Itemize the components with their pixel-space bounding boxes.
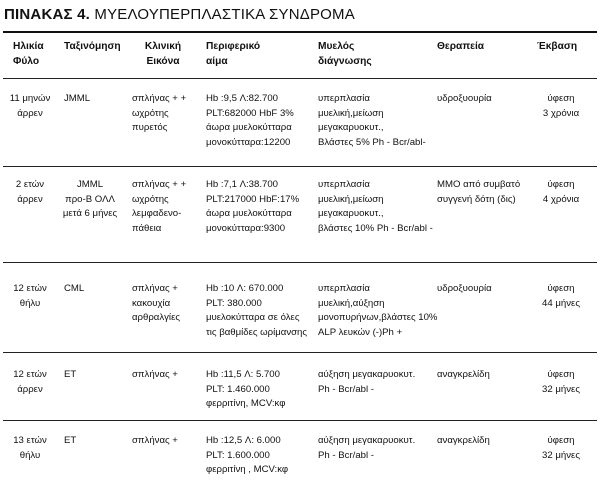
cell-therapy: υδροξυουρία [437,93,492,104]
header-age: Ηλικία Φύλο [13,41,44,67]
cell-blood: Hb :9,5 Λ:82.700 PLT:682000 HbF 3% άωρα μυελοκύτταρα μονοκύτταρα:12200 [206,93,294,148]
cell-marrow: υπερπλασία μυελική,μείωση μεγακαρυοκυτ., Βλάστες 5% Ph - Bcr/abl- [318,93,426,148]
cell-classification: JMML προ-Β ΟΛΛ μετά 6 μήνες [62,179,118,220]
table-caption: ΜΥΕΛΟΥΠΕΡΠΛΑΣΤΙΚΑ ΣΥΝΔΡΟΜΑ [94,6,355,23]
cell-outcome: ύφεση 3 χρόνια [542,93,580,119]
cell-age: 13 ετών θήλυ [13,435,47,461]
cell-classification: CML [64,283,85,294]
header-classification: Ταξινόμηση [64,41,121,52]
cell-therapy: αναγκρελίδη [437,369,490,380]
top-rule [3,31,597,33]
cell-age: 12 ετών θήλυ [13,283,47,309]
header-marrow: Μυελός διάγνωσης [318,41,372,67]
cell-therapy: υδροξυουρία [437,283,492,294]
cell-marrow: αύξηση μεγακαρυοκυτ. Ph - Bcr/abl - [318,435,416,461]
table-title [4,6,355,23]
cell-blood: Hb :11,5 Λ: 5.700 PLT: 1.460.000 φερριτίνη, MCV:κφ [206,369,286,410]
cell-marrow: υπερπλασία μυελική,αύξηση μονοπυρήνων,βλάστες 10% ALP λευκών (-)Ph + [318,283,438,338]
cell-outcome: ύφεση 32 μήνες [542,435,580,461]
table-number: ΠΙΝΑΚΑΣ 4. [4,6,91,23]
cell-age: 11 μηνών άρρεν [9,93,51,119]
cell-therapy: ΜΜΟ από συμβατό συγγενή δότη (δις) [437,179,521,205]
cell-clinical: σπλήνας + [132,435,178,446]
cell-clinical: σπλήνας + [132,369,178,380]
header-rule [3,78,597,79]
row-divider-4 [3,420,597,421]
header-blood: Περιφερικό αίμα [206,41,261,67]
header-clinical: Κλινική Εικόνα [144,41,182,67]
cell-marrow: υπερπλασία μυελική,μείωση μεγακαρυοκυτ., βλάστες 10% Ph - Bcr/abl - [318,179,433,234]
cell-outcome: ύφεση 4 χρόνια [542,179,580,205]
cell-blood: Hb :7,1 Λ:38.700 PLT:217000 HbF:17% άωρα μυελοκύτταρα μονοκύτταρα:9300 [206,179,300,234]
row-divider-2 [3,262,597,263]
cell-blood: Hb :12,5 Λ: 6.000 PLT: 1.600.000 φερριτίνη , MCV:κφ [206,435,289,476]
header-outcome: Έκβαση [537,41,578,52]
cell-clinical: σπλήνας + + ωχρότης πυρετός [132,93,187,134]
cell-clinical: σπλήνας + κακουχία αρθραλγίες [132,283,180,324]
cell-blood: Hb :10 Λ: 670.000 PLT: 380.000 μυελοκύτταρα σε όλες τις βαθμίδες ωρίμανσης [206,283,308,338]
cell-age: 12 ετών άρρεν [13,369,47,395]
cell-clinical: σπλήνας + + ωχρότης λεμφαδενο- πάθεια [132,179,187,234]
cell-classification: JMML [64,93,91,104]
cell-classification: ET [64,369,77,380]
cell-marrow: αύξηση μεγακαρυοκυτ. Ph - Bcr/abl - [318,369,416,395]
cell-classification: ET [64,435,77,446]
row-divider-3 [3,352,597,353]
header-therapy: Θεραπεία [437,41,485,52]
row-divider-1 [3,166,597,167]
cell-outcome: ύφεση 44 μήνες [542,283,580,309]
cell-therapy: αναγκρελίδη [437,435,490,446]
cell-outcome: ύφεση 32 μήνες [542,369,580,395]
cell-age: 2 ετών άρρεν [15,179,45,205]
